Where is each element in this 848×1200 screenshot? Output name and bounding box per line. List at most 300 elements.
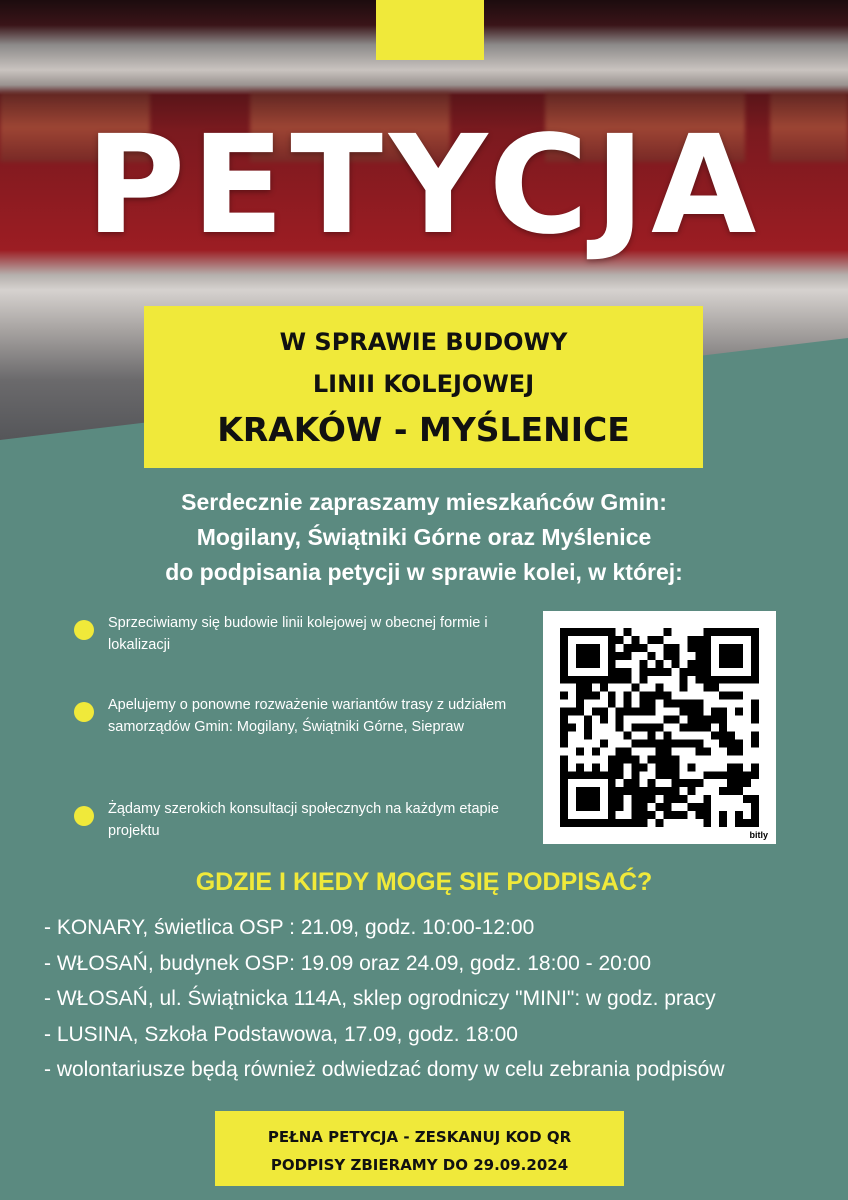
qr-module <box>703 795 711 803</box>
qr-module <box>576 747 584 755</box>
qr-module <box>671 787 679 795</box>
qr-caption: bitly <box>749 830 768 840</box>
qr-module <box>632 739 640 747</box>
qr-module <box>711 771 719 779</box>
qr-module <box>640 819 648 827</box>
qr-module <box>608 755 616 763</box>
footer-line: PODPISY ZBIERAMY DO 29.09.2024 <box>270 1156 569 1174</box>
qr-module <box>592 747 600 755</box>
qr-module <box>727 747 735 755</box>
qr-module <box>608 779 616 787</box>
footer-box <box>215 1111 624 1186</box>
qr-module <box>656 636 664 644</box>
qr-module <box>584 787 592 795</box>
qr-module <box>632 636 640 644</box>
qr-module <box>584 731 592 739</box>
qr-module <box>640 708 648 716</box>
qr-module <box>687 763 695 771</box>
qr-module <box>608 628 616 636</box>
qr-module <box>687 660 695 668</box>
qr-module <box>648 700 656 708</box>
qr-module <box>735 644 743 652</box>
qr-module <box>632 795 640 803</box>
qr-module <box>695 803 703 811</box>
qr-module <box>656 763 664 771</box>
qr-module <box>751 636 759 644</box>
qr-module <box>624 755 632 763</box>
qr-module <box>576 819 584 827</box>
qr-module <box>711 716 719 724</box>
qr-module <box>735 628 743 636</box>
qr-module <box>703 819 711 827</box>
qr-module <box>679 684 687 692</box>
qr-module <box>679 724 687 732</box>
qr-module <box>608 795 616 803</box>
qr-module <box>703 747 711 755</box>
location-item: - wolontariusze będą również odwiedzać domy w celu zebrania podpisów <box>44 1058 725 1081</box>
qr-module <box>624 652 632 660</box>
qr-module <box>648 731 656 739</box>
qr-module <box>640 739 648 747</box>
qr-module <box>560 692 568 700</box>
subtitle-box <box>144 306 703 468</box>
qr-module <box>719 771 727 779</box>
qr-module <box>616 724 624 732</box>
qr-module <box>624 628 632 636</box>
location-item: - KONARY, świetlica OSP : 21.09, godz. 10:00-12:00 <box>44 916 535 939</box>
qr-module <box>719 652 727 660</box>
qr-module <box>703 668 711 676</box>
qr-module <box>576 771 584 779</box>
qr-module <box>719 644 727 652</box>
qr-module <box>663 731 671 739</box>
qr-module <box>663 787 671 795</box>
qr-module <box>656 684 664 692</box>
qr-module <box>616 771 624 779</box>
location-item: - WŁOSAŃ, ul. Świątnicka 114A, sklep ogrodniczy "MINI": w godz. pracy <box>44 987 716 1010</box>
qr-module <box>632 755 640 763</box>
qr-module <box>648 779 656 787</box>
qr-module <box>719 787 727 795</box>
qr-module <box>703 660 711 668</box>
qr-module <box>624 779 632 787</box>
qr-module <box>711 628 719 636</box>
qr-module <box>560 660 568 668</box>
qr-module <box>616 716 624 724</box>
qr-module <box>568 771 576 779</box>
qr-module <box>695 811 703 819</box>
qr-code[interactable] <box>543 611 776 844</box>
qr-module <box>560 668 568 676</box>
qr-module <box>687 644 695 652</box>
qr-module <box>727 644 735 652</box>
qr-module <box>727 652 735 660</box>
qr-module <box>648 652 656 660</box>
invitation-line: Mogilany, Świątniki Górne oraz Myślenice <box>196 524 652 550</box>
qr-module <box>584 644 592 652</box>
qr-module <box>719 739 727 747</box>
qr-module <box>584 692 592 700</box>
qr-module <box>608 811 616 819</box>
qr-module <box>679 779 687 787</box>
qr-module <box>600 684 608 692</box>
qr-module <box>687 787 695 795</box>
qr-module <box>751 668 759 676</box>
list-item-text: Sprzeciwiamy się budowie linii kolejowej w obecnej formie i lokalizacji <box>108 615 488 653</box>
qr-module <box>751 803 759 811</box>
qr-module <box>735 811 743 819</box>
qr-module <box>576 628 584 636</box>
qr-module <box>560 652 568 660</box>
qr-module <box>576 763 584 771</box>
qr-module <box>592 803 600 811</box>
qr-module <box>584 716 592 724</box>
qr-module <box>719 731 727 739</box>
location-item: - WŁOSAŃ, budynek OSP: 19.09 oraz 24.09, godz. 18:00 - 20:00 <box>44 951 652 975</box>
qr-module <box>592 708 600 716</box>
qr-module <box>632 763 640 771</box>
list-item-text: Żądamy szerokich konsultacji społecznych na każdym etapie projektu <box>108 801 499 839</box>
qr-module <box>687 739 695 747</box>
qr-module <box>592 676 600 684</box>
qr-module <box>735 747 743 755</box>
qr-module <box>584 684 592 692</box>
qr-module <box>695 652 703 660</box>
qr-module <box>719 660 727 668</box>
qr-module <box>735 763 743 771</box>
qr-module <box>679 676 687 684</box>
qr-module <box>751 644 759 652</box>
qr-module <box>568 676 576 684</box>
qr-module <box>576 676 584 684</box>
qr-module <box>584 652 592 660</box>
qr-module <box>735 676 743 684</box>
qr-module <box>568 708 576 716</box>
qr-module <box>560 708 568 716</box>
qr-module <box>656 755 664 763</box>
qr-module <box>576 787 584 795</box>
qr-module <box>703 628 711 636</box>
qr-module <box>616 755 624 763</box>
qr-module <box>632 819 640 827</box>
qr-module <box>671 700 679 708</box>
qr-module <box>727 731 735 739</box>
qr-module <box>663 644 671 652</box>
qr-module <box>608 803 616 811</box>
qr-module <box>608 652 616 660</box>
qr-module <box>584 819 592 827</box>
qr-module <box>687 779 695 787</box>
qr-module <box>560 795 568 803</box>
qr-module <box>624 819 632 827</box>
qr-module <box>608 636 616 644</box>
qr-module <box>560 644 568 652</box>
qr-module <box>751 795 759 803</box>
qr-module <box>576 700 584 708</box>
qr-module <box>695 724 703 732</box>
qr-module <box>624 692 632 700</box>
qr-module <box>648 636 656 644</box>
qr-module <box>648 787 656 795</box>
qr-module <box>640 692 648 700</box>
qr-module <box>584 803 592 811</box>
qr-module <box>656 668 664 676</box>
qr-module <box>592 644 600 652</box>
qr-module <box>640 811 648 819</box>
qr-module <box>608 644 616 652</box>
qr-module <box>592 771 600 779</box>
qr-module <box>727 676 735 684</box>
qr-module <box>624 700 632 708</box>
qr-module <box>640 763 648 771</box>
qr-module <box>735 652 743 660</box>
qr-module <box>616 668 624 676</box>
qr-module <box>656 771 664 779</box>
qr-module <box>719 692 727 700</box>
qr-module <box>616 795 624 803</box>
qr-module <box>695 660 703 668</box>
qr-module <box>719 716 727 724</box>
qr-module <box>743 628 751 636</box>
qr-module <box>608 819 616 827</box>
qr-module <box>624 747 632 755</box>
qr-module <box>719 819 727 827</box>
qr-module <box>751 628 759 636</box>
qr-module <box>648 668 656 676</box>
qr-module <box>663 795 671 803</box>
qr-module <box>576 660 584 668</box>
qr-module <box>735 787 743 795</box>
qr-module <box>751 716 759 724</box>
qr-module <box>648 739 656 747</box>
qr-module <box>648 708 656 716</box>
qr-module <box>663 771 671 779</box>
page-title: PETYCJA <box>85 107 763 265</box>
qr-module <box>719 708 727 716</box>
qr-module <box>671 644 679 652</box>
qr-module <box>663 763 671 771</box>
qr-module <box>592 660 600 668</box>
qr-module <box>719 628 727 636</box>
qr-module <box>727 779 735 787</box>
qr-module <box>695 739 703 747</box>
qr-module <box>608 771 616 779</box>
qr-module <box>735 708 743 716</box>
qr-module <box>703 811 711 819</box>
qr-module <box>584 771 592 779</box>
qr-module <box>679 739 687 747</box>
qr-module <box>687 708 695 716</box>
qr-module <box>656 803 664 811</box>
qr-module <box>751 811 759 819</box>
qr-module <box>679 668 687 676</box>
qr-module <box>663 692 671 700</box>
qr-module <box>592 763 600 771</box>
qr-module <box>592 787 600 795</box>
qr-module <box>663 700 671 708</box>
qr-module <box>679 708 687 716</box>
qr-module <box>687 724 695 732</box>
qr-module <box>687 803 695 811</box>
qr-module <box>648 755 656 763</box>
qr-module <box>735 779 743 787</box>
qr-module <box>624 708 632 716</box>
qr-module <box>576 692 584 700</box>
top-accent-bar <box>376 0 484 60</box>
qr-module <box>703 716 711 724</box>
qr-module <box>560 724 568 732</box>
qr-module <box>743 676 751 684</box>
qr-module <box>592 652 600 660</box>
qr-module <box>751 739 759 747</box>
qr-module <box>671 763 679 771</box>
qr-module <box>616 819 624 827</box>
qr-module <box>616 652 624 660</box>
qr-module <box>751 708 759 716</box>
qr-module <box>600 739 608 747</box>
qr-module <box>576 644 584 652</box>
qr-module <box>600 819 608 827</box>
qr-module <box>608 668 616 676</box>
qr-module <box>560 716 568 724</box>
qr-module <box>632 779 640 787</box>
qr-module <box>735 771 743 779</box>
qr-module <box>632 684 640 692</box>
qr-module <box>687 668 695 676</box>
qr-module <box>560 763 568 771</box>
qr-module <box>735 819 743 827</box>
qr-module <box>663 755 671 763</box>
qr-module <box>560 819 568 827</box>
qr-module <box>703 771 711 779</box>
qr-module <box>751 700 759 708</box>
qr-module <box>711 684 719 692</box>
qr-module <box>695 747 703 755</box>
qr-module <box>648 795 656 803</box>
qr-module <box>576 708 584 716</box>
qr-module <box>576 684 584 692</box>
qr-module <box>743 795 751 803</box>
qr-module <box>663 747 671 755</box>
qr-module <box>695 644 703 652</box>
bullet-dot-icon <box>74 620 94 640</box>
qr-module <box>608 692 616 700</box>
qr-module <box>727 739 735 747</box>
qr-module <box>735 660 743 668</box>
qr-module <box>751 771 759 779</box>
qr-module <box>711 731 719 739</box>
qr-module <box>743 779 751 787</box>
qr-module <box>671 811 679 819</box>
qr-module <box>663 652 671 660</box>
qr-module <box>632 708 640 716</box>
qr-module <box>735 692 743 700</box>
qr-module <box>584 676 592 684</box>
qr-module <box>592 628 600 636</box>
qr-module <box>703 636 711 644</box>
qr-module <box>576 652 584 660</box>
qr-module <box>663 739 671 747</box>
qr-module <box>600 676 608 684</box>
qr-module <box>671 771 679 779</box>
qr-module <box>663 811 671 819</box>
qr-module <box>703 652 711 660</box>
qr-module <box>751 676 759 684</box>
qr-module <box>671 755 679 763</box>
bullet-dot-icon <box>74 702 94 722</box>
qr-module <box>648 692 656 700</box>
qr-module <box>632 811 640 819</box>
qr-module <box>727 787 735 795</box>
qr-module <box>560 779 568 787</box>
qr-module <box>560 636 568 644</box>
qr-module <box>703 724 711 732</box>
subtitle-line: LINII KOLEJOWEJ <box>312 370 535 398</box>
qr-module <box>616 747 624 755</box>
qr-module <box>560 676 568 684</box>
qr-module <box>687 716 695 724</box>
qr-module <box>632 724 640 732</box>
qr-module <box>568 628 576 636</box>
qr-module <box>671 739 679 747</box>
qr-module <box>632 771 640 779</box>
qr-module <box>640 644 648 652</box>
list-item-text: Apelujemy o ponowne rozważenie wariantów trasy z udziałem samorządów Gmin: Mogilany, Świątniki Górne, Siepraw <box>108 697 507 735</box>
qr-module <box>671 795 679 803</box>
qr-module <box>663 803 671 811</box>
qr-module <box>695 779 703 787</box>
qr-module <box>640 724 648 732</box>
qr-module <box>576 795 584 803</box>
qr-module <box>616 636 624 644</box>
qr-module <box>679 795 687 803</box>
qr-module <box>624 644 632 652</box>
qr-module <box>703 684 711 692</box>
invitation-text <box>0 485 848 590</box>
qr-module <box>616 787 624 795</box>
qr-module <box>560 731 568 739</box>
qr-module <box>687 636 695 644</box>
qr-module <box>584 724 592 732</box>
subtitle-route: KRAKÓW - MYŚLENICE <box>217 410 630 449</box>
qr-module <box>560 787 568 795</box>
qr-module <box>695 668 703 676</box>
invitation-line: do podpisania petycji w sprawie kolei, w której: <box>165 559 683 585</box>
qr-module <box>648 811 656 819</box>
qr-module <box>592 692 600 700</box>
qr-module <box>584 628 592 636</box>
qr-module <box>560 739 568 747</box>
qr-module <box>656 739 664 747</box>
qr-module <box>656 660 664 668</box>
qr-module <box>695 708 703 716</box>
qr-module <box>663 716 671 724</box>
qr-module <box>560 628 568 636</box>
qr-module <box>624 668 632 676</box>
qr-module <box>695 700 703 708</box>
qr-module <box>592 819 600 827</box>
qr-module <box>719 811 727 819</box>
qr-module <box>640 668 648 676</box>
qr-module <box>648 724 656 732</box>
qr-module <box>632 787 640 795</box>
qr-module <box>656 819 664 827</box>
qr-module <box>616 803 624 811</box>
qr-module <box>751 660 759 668</box>
qr-module <box>679 811 687 819</box>
qr-module <box>703 644 711 652</box>
qr-module <box>719 676 727 684</box>
